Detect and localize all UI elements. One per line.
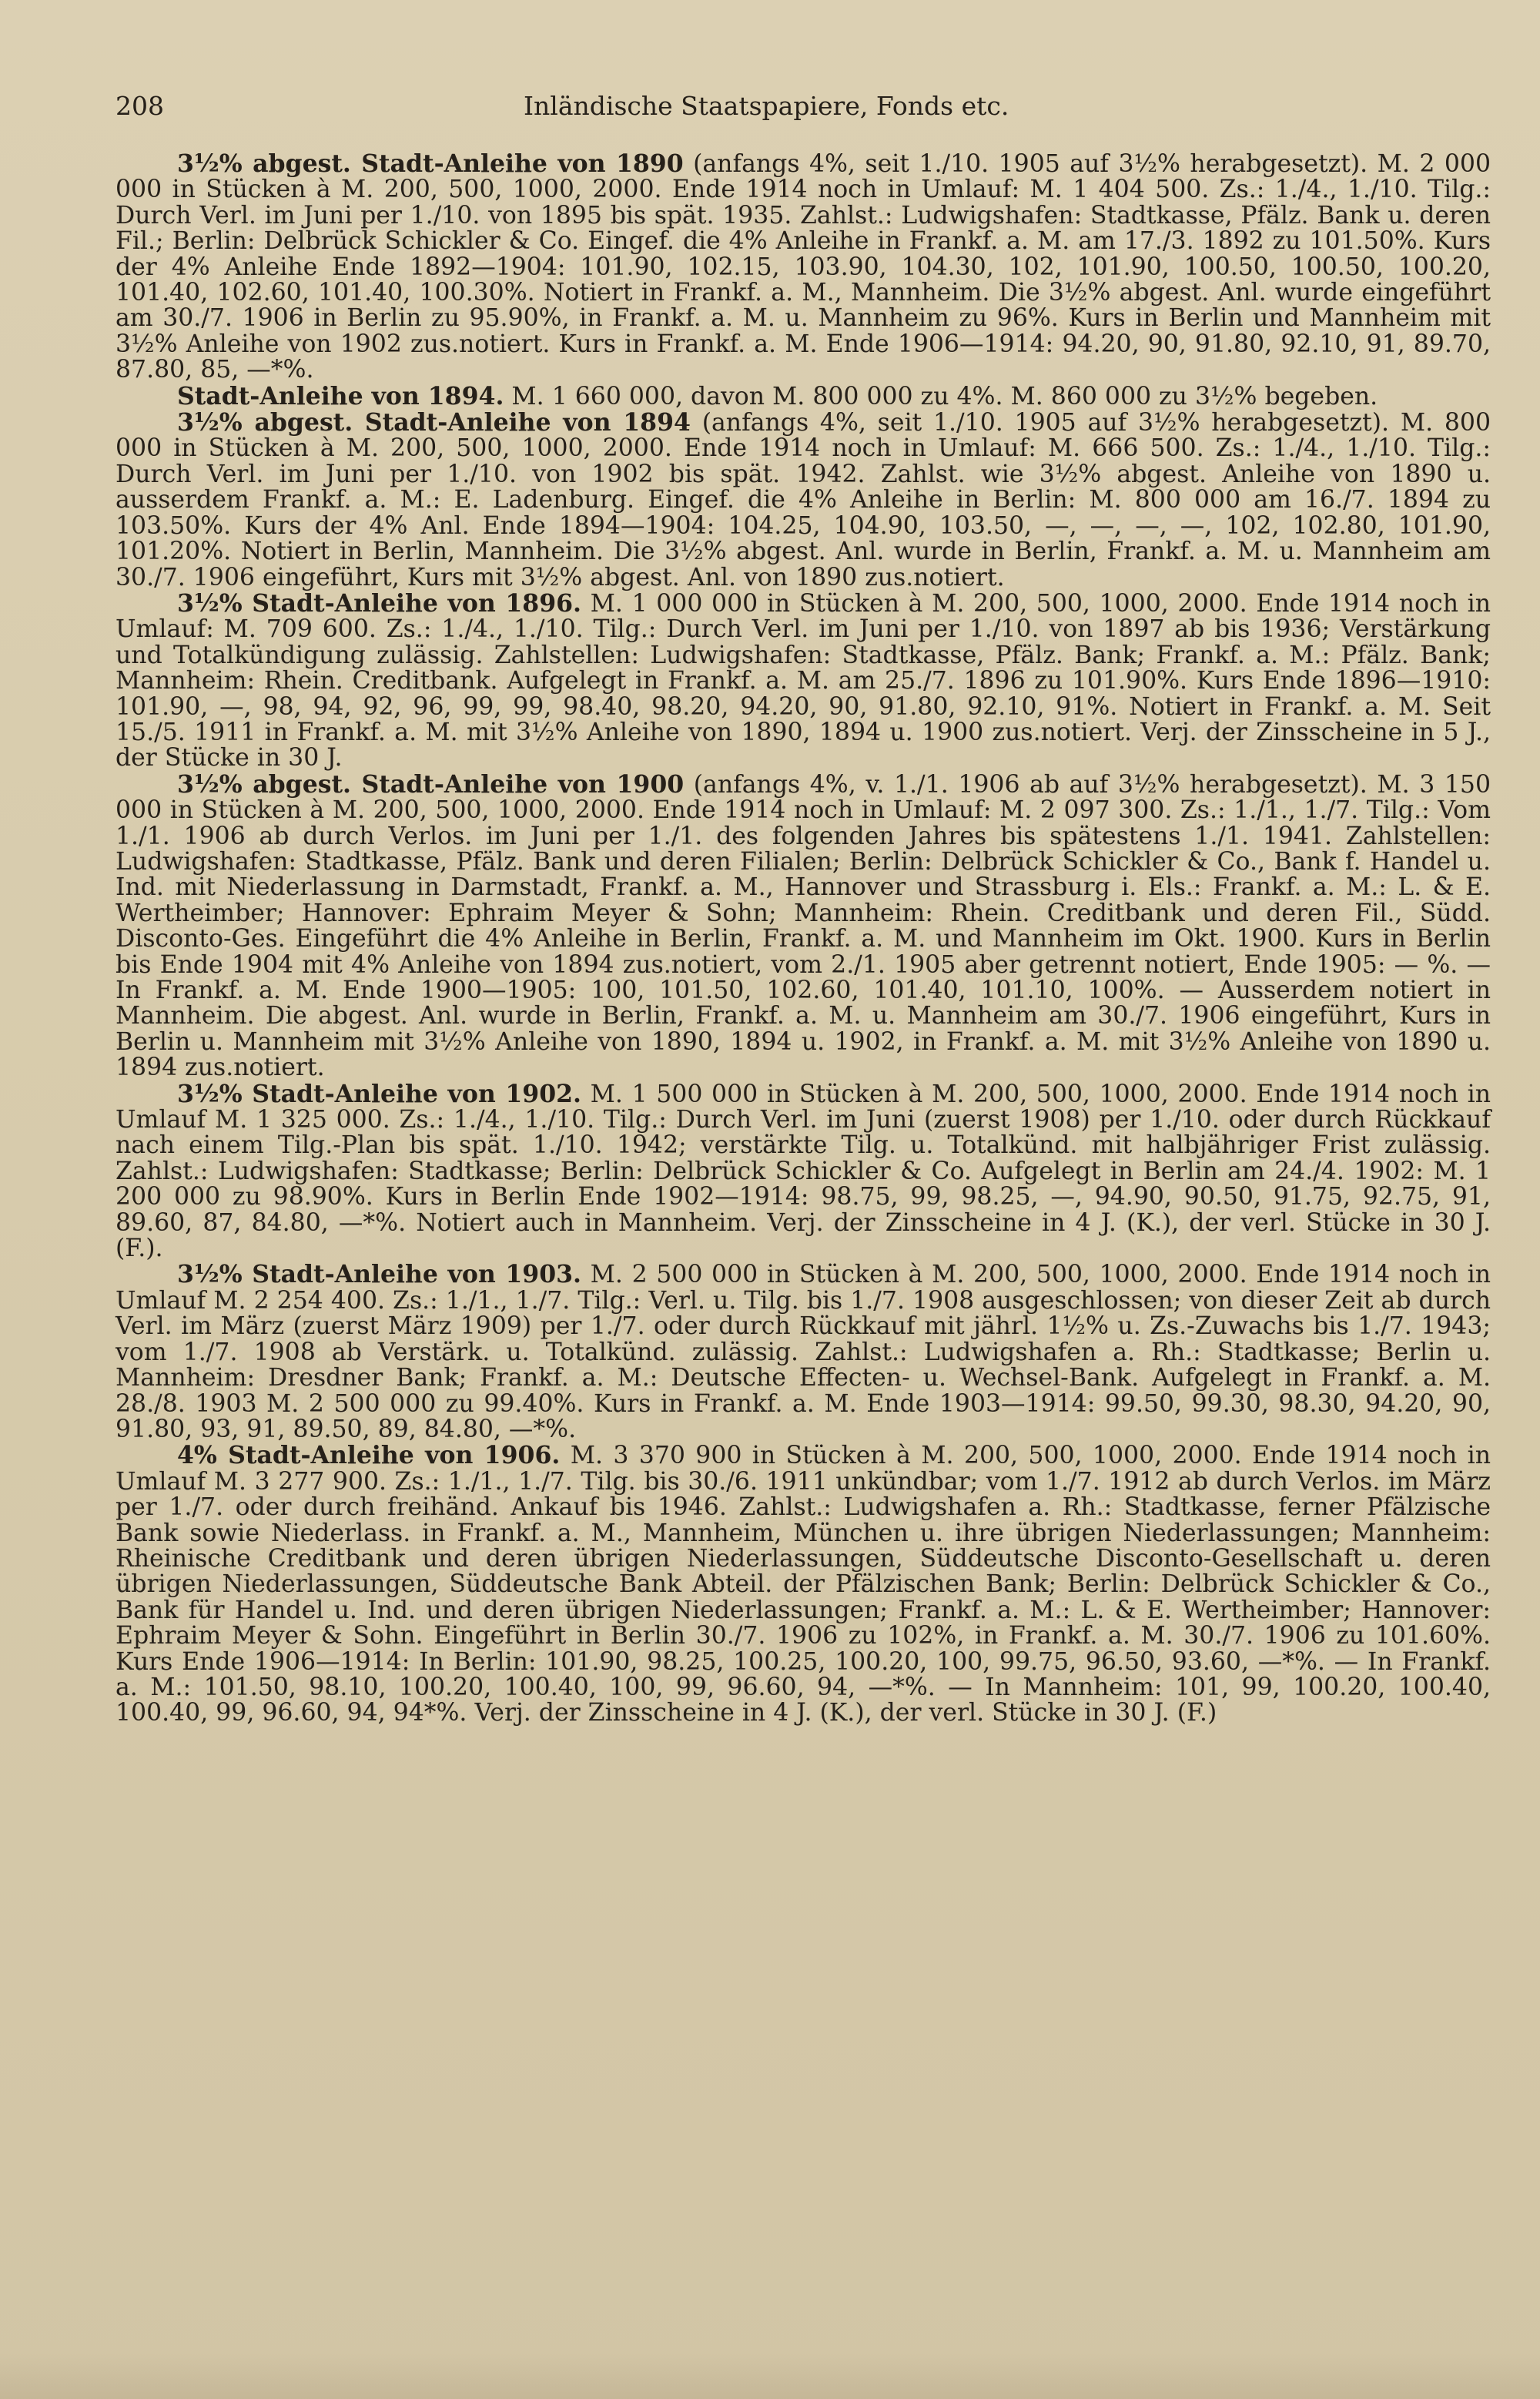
paragraph-anleihe-1890 (116, 151, 1491, 384)
page-body (116, 151, 1491, 1727)
paragraph-text: M. 2 500 000 in Stücken à M. 200, 500, 1000, 2000. Ende 1914 noch in Umlauf M. 2 254 400. Zs.: 1./1., 1./7. Tilg.: Verl. u. Tilg. bis 1./7. 1908 ausgeschlossen; von dieser Zeit ab durch Verl. im März (zuerst März 1909) per 1./7. oder durch Rückkauf mit jährl. 1½% u. Zs.-Zuwachs bis 1./7. 1943; vom 1./7. 1908 ab Verstärk. u. Totalkünd. zulässig. Zahlst.: Ludwigshafen a. Rh.: Stadtkasse; Berlin u. Mannheim: Dresdner Bank; Frankf. a. M.: Deutsche Effecten- u. Wechsel-Bank. Aufgelegt in Frankf. a. M. 28./8. 1903 M. 2 500 000 zu 99.40%. Kurs in Frankf. a. M. Ende 1903—1914: 99.50, 99.30, 98.30, 94.20, 90, 91.80, 93, 91, 89.50, 89, 84.80, —*%. (116, 1261, 1491, 1443)
paragraph-anleihe-1903 (116, 1261, 1491, 1442)
paragraph-heading: 3½% Stadt-Anleihe von 1903. (177, 1260, 581, 1289)
page-number: 208 (116, 91, 164, 121)
paragraph-heading: Stadt-Anleihe von 1894. (177, 381, 504, 410)
page-header (116, 91, 1494, 137)
paragraph-heading: 4% Stadt-Anleihe von 1906. (177, 1441, 561, 1470)
paragraph-text: (anfangs 4%, seit 1./10. 1905 auf 3½% herabgesetzt). M. 800 000 in Stücken à M. 200, 500, 1000, 2000. Ende 1914 noch in Umlauf: M. 666 500. Zs.: 1./4., 1./10. Tilg.: Durch Verl. im Juni per 1./10. von 1902 bis spät. 1942. Zahlst. wie 3½% abgest. Anleihe von 1890 u. ausserdem Frankf. a. M.: E. Ladenburg. Eingef. die 4% Anleihe in Berlin: M. 800 000 am 16./7. 1894 zu 103.50%. Kurs der 4% Anl. Ende 1894—1904: 104.25, 104.90, 103.50, —, —, —, —, 102, 102.80, 101.90, 101.20%. Notiert in Berlin, Mannheim. Die 3½% abgest. Anl. wurde in Berlin, Frankf. a. M. u. Mannheim am 30./7. 1906 eingeführt, Kurs mit 3½% abgest. Anl. von 1890 zus.notiert. (116, 409, 1491, 591)
paragraph-anleihe-1896 (116, 588, 1491, 772)
paragraph-text: (anfangs 4%, seit 1./10. 1905 auf 3½% herabgesetzt). M. 2 000 000 in Stücken à M. 200, 500, 1000, 2000. Ende 1914 noch in Umlauf: M. 1 404 500. Zs.: 1./4., 1./10. Tilg.: Durch Verl. im Juni per 1./10. von 1895 bis spät. 1935. Zahlst.: Ludwigshafen: Stadtkasse, Pfälz. Bank u. deren Fil.; Berlin: Delbrück Schickler & Co. Eingef. die 4% Anleihe in Frankf. a. M. am 17./3. 1892 zu 101.50%. Kurs der 4% Anleihe Ende 1892—1904: 101.90, 102.15, 103.90, 104.30, 102, 101.90, 100.50, 100.50, 100.20, 101.40, 102.60, 101.40, 100.30%. Notiert in Frankf. a. M., Mannheim. Die 3½% abgest. Anl. wurde eingeführt am 30./7. 1906 in Berlin zu 95.90%, in Frankf. a. M. u. Mannheim zu 96%. Kurs in Berlin und Mannheim mit 3½% Anleihe von 1902 zus.notiert. Kurs in Frankf. a. M. Ende 1906—1914: 94.20, 90, 91.80, 92.10, 91, 89.70, 87.80, 85, —*%. (116, 150, 1491, 384)
paragraph-anleihe-1900 (116, 769, 1491, 1082)
paragraph-heading: 3½% Stadt-Anleihe von 1896. (177, 588, 581, 618)
paragraph-heading: 3½% abgest. Stadt-Anleihe von 1900 (177, 769, 685, 799)
paragraph-text: M. 1 500 000 in Stücken à M. 200, 500, 1000, 2000. Ende 1914 noch in Umlauf M. 1 325 000. Zs.: 1./4., 1./10. Tilg.: Durch Verl. im Juni (zuerst 1908) per 1./10. oder durch Rückkauf nach einem Tilg.-Plan bis spät. 1./10. 1942; verstärkte Tilg. u. Totalkünd. mit halbjähriger Frist zulässig. Zahlst.: Ludwigshafen: Stadtkasse; Berlin: Delbrück Schickler & Co. Aufgelegt in Berlin am 24./4. 1902: M. 1 200 000 zu 98.90%. Kurs in Berlin Ende 1902—1914: 98.75, 99, 98.25, —, 94.90, 90.50, 91.75, 92.75, 91, 89.60, 87, 84.80, —*%. Notiert auch in Mannheim. Verj. der Zinsscheine in 4 J. (K.), der verl. Stücke in 30 J. (F.). (116, 1080, 1491, 1263)
paragraph-anleihe-1894 (116, 410, 1491, 591)
paragraph-anleihe-1902 (116, 1081, 1491, 1262)
running-title: Inländische Staatspapiere, Fonds etc. (524, 91, 1009, 121)
paragraph-anleihe-1906 (116, 1442, 1491, 1726)
paragraph-heading: 3½% abgest. Stadt-Anleihe von 1890 (177, 149, 684, 178)
paragraph-text: M. 1 660 000, davon M. 800 000 zu 4%. M. 860 000 zu 3½% begeben. (504, 382, 1378, 410)
paper-edge-shade (0, 2353, 1540, 2399)
paragraph-heading: 3½% abgest. Stadt-Anleihe von 1894 (177, 408, 691, 437)
paragraph-text: (anfangs 4%, v. 1./1. 1906 ab auf 3½% herabgesetzt). M. 3 150 000 in Stücken à M. 200, 500, 1000, 2000. Ende 1914 noch in Umlauf: M. 2 097 300. Zs.: 1./1., 1./7. Tilg.: Vom 1./1. 1906 ab durch Verlos. im Juni per 1./1. des folgenden Jahres bis spätestens 1./1. 1941. Zahlstellen: Ludwigshafen: Stadtkasse, Pfälz. Bank und deren Filialen; Berlin: Delbrück Schickler & Co., Bank f. Handel u. Ind. mit Niederlassung in Darmstadt, Frankf. a. M., Hannover und Strassburg i. Els.: Frankf. a. M.: L. & E. Wertheimber; Hannover: Ephraim Meyer & Sohn; Mannheim: Rhein. Creditbank und deren Fil., Südd. Disconto-Ges. Eingeführt die 4% Anleihe in Berlin, Frankf. a. M. und Mannheim im Okt. 1900. Kurs in Berlin bis Ende 1904 mit 4% Anleihe von 1894 zus.notiert, vom 2./1. 1905 aber getrennt notiert, Ende 1905: — %. — In Frankf. a. M. Ende 1900—1905: 100, 101.50, 102.60, 101.40, 101.10, 100%. — Ausserdem notiert in Mannheim. Die abgest. Anl. wurde in Berlin, Frankf. a. M. u. Mannheim am 30./7. 1906 eingeführt, Kurs in Berlin u. Mannheim mit 3½% Anleihe von 1890, 1894 u. 1902, in Frankf. a. M. mit 3½% Anleihe von 1890 u. 1894 zus.notiert. (116, 770, 1491, 1082)
paragraph-anleihe-1894-overview (116, 381, 1491, 410)
paragraph-text: M. 3 370 900 in Stücken à M. 200, 500, 1000, 2000. Ende 1914 noch in Umlauf M. 3 277 900. Zs.: 1./1., 1./7. Tilg. bis 30./6. 1911 unkündbar; vom 1./7. 1912 ab durch Verlos. im März per 1./7. oder durch freihänd. Ankauf bis 1946. Zahlst.: Ludwigshafen a. Rh.: Stadtkasse, ferner Pfälzische Bank sowie Niederlass. in Frankf. a. M., Mannheim, München u. ihre übrigen Niederlassungen; Mannheim: Rheinische Creditbank und deren übrigen Niederlassungen, Süddeutsche Disconto-Gesellschaft u. deren übrigen Niederlassungen, Süddeutsche Bank Abteil. der Pfälzischen Bank; Berlin: Delbrück Schickler & Co., Bank für Handel u. Ind. und deren übrigen Niederlassungen; Frankf. a. M.: L. & E. Wertheimber; Hannover: Ephraim Meyer & Sohn. Eingeführt in Berlin 30./7. 1906 zu 102%, in Frankf. a. M. 30./7. 1906 zu 101.60%. Kurs Ende 1906—1914: In Berlin: 101.90, 98.25, 100.25, 100.20, 100, 99.75, 96.50, 93.60, —*%. — In Frankf. a. M.: 101.50, 98.10, 100.20, 100.40, 100, 99, 96.60, 94, —*%. — In Mannheim: 101, 99, 100.20, 100.40, 100.40, 99, 96.60, 94, 94*%. Verj. der Zinsscheine in 4 J. (K.), der verl. Stücke in 30 J. (F.) (116, 1442, 1491, 1727)
paragraph-text: M. 1 000 000 in Stücken à M. 200, 500, 1000, 2000. Ende 1914 noch in Umlauf: M. 709 600. Zs.: 1./4., 1./10. Tilg.: Durch Verl. im Juni per 1./10. von 1897 ab bis 1936; Verstärkung und Totalkündigung zulässig. Zahlstellen: Ludwigshafen: Stadtkasse, Pfälz. Bank; Frankf. a. M.: Pfälz. Bank; Mannheim: Rhein. Creditbank. Aufgelegt in Frankf. a. M. am 25./7. 1896 zu 101.90%. Kurs Ende 1896—1910: 101.90, —, 98, 94, 92, 96, 99, 99, 98.40, 98.20, 94.20, 90, 91.80, 92.10, 91%. Notiert in Frankf. a. M. Seit 15./5. 1911 in Frankf. a. M. mit 3½% Anleihe von 1890, 1894 u. 1900 zus.notiert. Verj. der Zinsscheine in 5 J., der Stücke in 30 J. (116, 589, 1491, 772)
paragraph-heading: 3½% Stadt-Anleihe von 1902. (177, 1079, 581, 1108)
